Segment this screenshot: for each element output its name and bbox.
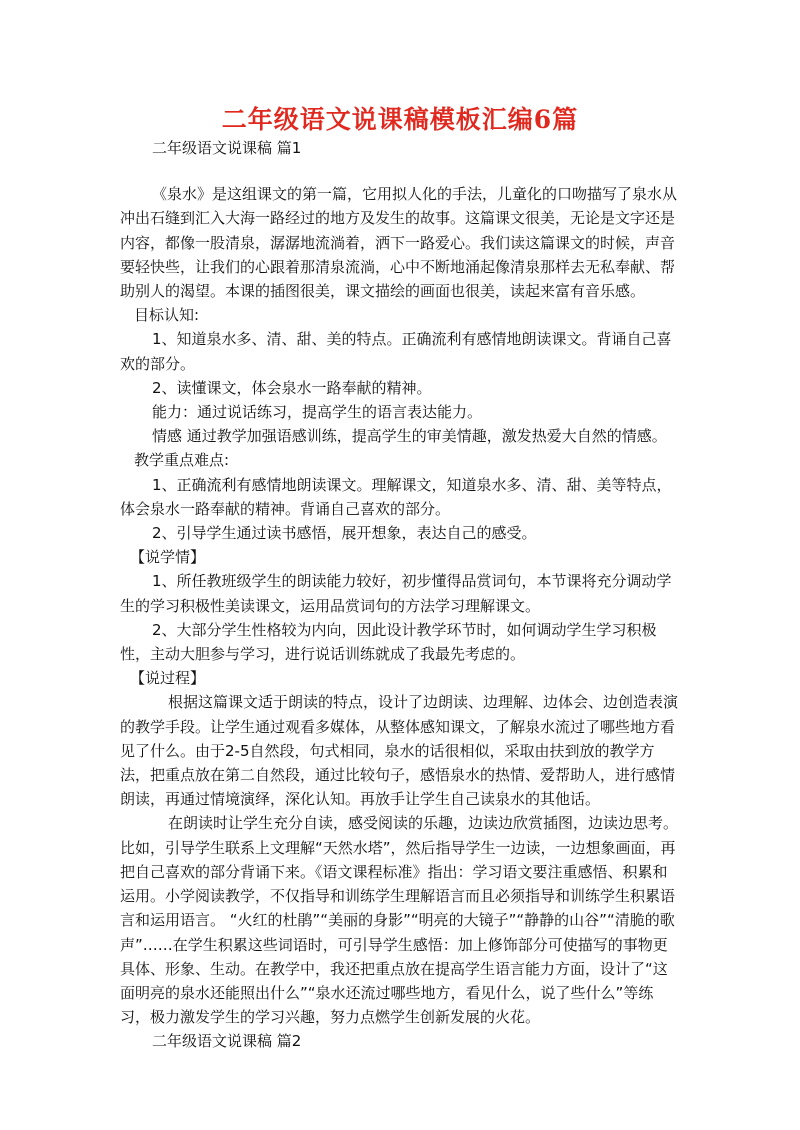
section-heading-1: 二年级语文说课稿 篇1 [152, 139, 302, 157]
students-paragraph-2: 2、大部分学生性格较为内向，因此设计教学环节时，如何调动学生学习积极性，主动大胆参与学习，进行说话训练就成了我最先考虑的。 [120, 620, 657, 664]
section-heading-2: 二年级语文说课稿 篇2 [152, 1032, 302, 1051]
process-heading: 【说过程】 [130, 669, 206, 688]
process-paragraph-2: 在朗读时让学生充分自读，感受阅读的乐趣，边读边欣赏插图，边读边思考。比如，引导学生联系上文理解“天然水塔”，然后指导学生一边读，一边想象画面，再把自己喜欢的部分背诵下来。《语文课程标准》指出：学习语文要注重感悟、积累和运用。小学阅读教学，不仅指导和训练学生理解语言而且必须指导和训练学生积累语言和运用语言。 “火红的杜鹃”“美丽的身影”“明亮的大镜子”“静静的山谷”“清脆的歌声”……在学生积累这些词语时，可引导学生感悟：加上修饰部分可使描写的事物更具体、形象、生动。在教学中，我还把重点放在提高学生语言能力方面，设计了“这面明亮的泉水还能照出什么”“泉水还流过哪些地方，看见什么，说了些什么”等练习，极力激发学生的学习兴趣，努力点燃学生创新发展的火花。 [120, 814, 679, 1027]
emotion-line: 情感 通过教学加强语感训练，提高学生的审美情趣，激发热爱大自然的情感。 [152, 427, 667, 446]
students-paragraph-1: 1、所任教班级学生的朗读能力较好，初步懂得品赏词句，本节课将充分调动学生的学习积极性美读课文，运用品赏词句的方法学习理解课文。 [120, 572, 672, 615]
document-title: 二年级语文说课稿模板汇编6篇 [221, 105, 579, 134]
document-body [120, 136, 682, 1054]
key-points-heading: 教学重点难点: [134, 451, 230, 470]
key-point-1: 1、正确流利有感情地朗读课文。理解课文，知道泉水多、清、甜、美等特点，体会泉水一路奉献的精神。背诵自己喜欢的部分。 [120, 475, 672, 518]
ability-line: 能力：通过说话练习，提高学生的语言表达能力。 [152, 403, 483, 422]
blank-line [120, 160, 682, 182]
goal-item-1: 1、知道泉水多、清、甜、美的特点。正确流利有感情地朗读课文。背诵自己喜欢的部分。 [120, 330, 672, 373]
students-heading: 【说学情】 [130, 548, 206, 567]
key-point-2: 2、引导学生通过读书感悟，展开想象，表达自己的感受。 [152, 524, 537, 543]
goals-heading: 目标认知: [134, 306, 200, 325]
intro-paragraph: 《泉水》是这组课文的第一篇，它用拟人化的手法，儿童化的口吻描写了泉水从冲出石缝到汇入大海一路经过的地方及发生的故事。这篇课文很美，无论是文字还是内容，都像一股清泉，潺潺地流淌着，洒下一路爱心。我们读这篇课文的时候，声音要轻快些，让我们的心跟着那清泉流淌，心中不断地涌起像清泉那样去无私奉献、帮助别人的渴望。本课的插图很美，课文描绘的画面也很美，读起来富有音乐感。 [120, 185, 678, 301]
goal-item-2: 2、读懂课文，体会泉水一路奉献的精神。 [152, 378, 432, 397]
process-paragraph-1: 根据这篇课文适于朗读的特点，设计了边朗读、边理解、边体会、边创造表演的教学手段。让学生通过观看多媒体，从整体感知课文，了解泉水流过了哪些地方看见了什么。由于2-5自然段，句式相同，泉水的话很相似，采取由扶到放的教学方法，把重点放在第二自然段，通过比较句子，感悟泉水的热情、爱帮助人，进行感情朗读，再通过情境演绎，深化认知。再放手让学生自己读泉水的其他话。 [120, 693, 679, 809]
